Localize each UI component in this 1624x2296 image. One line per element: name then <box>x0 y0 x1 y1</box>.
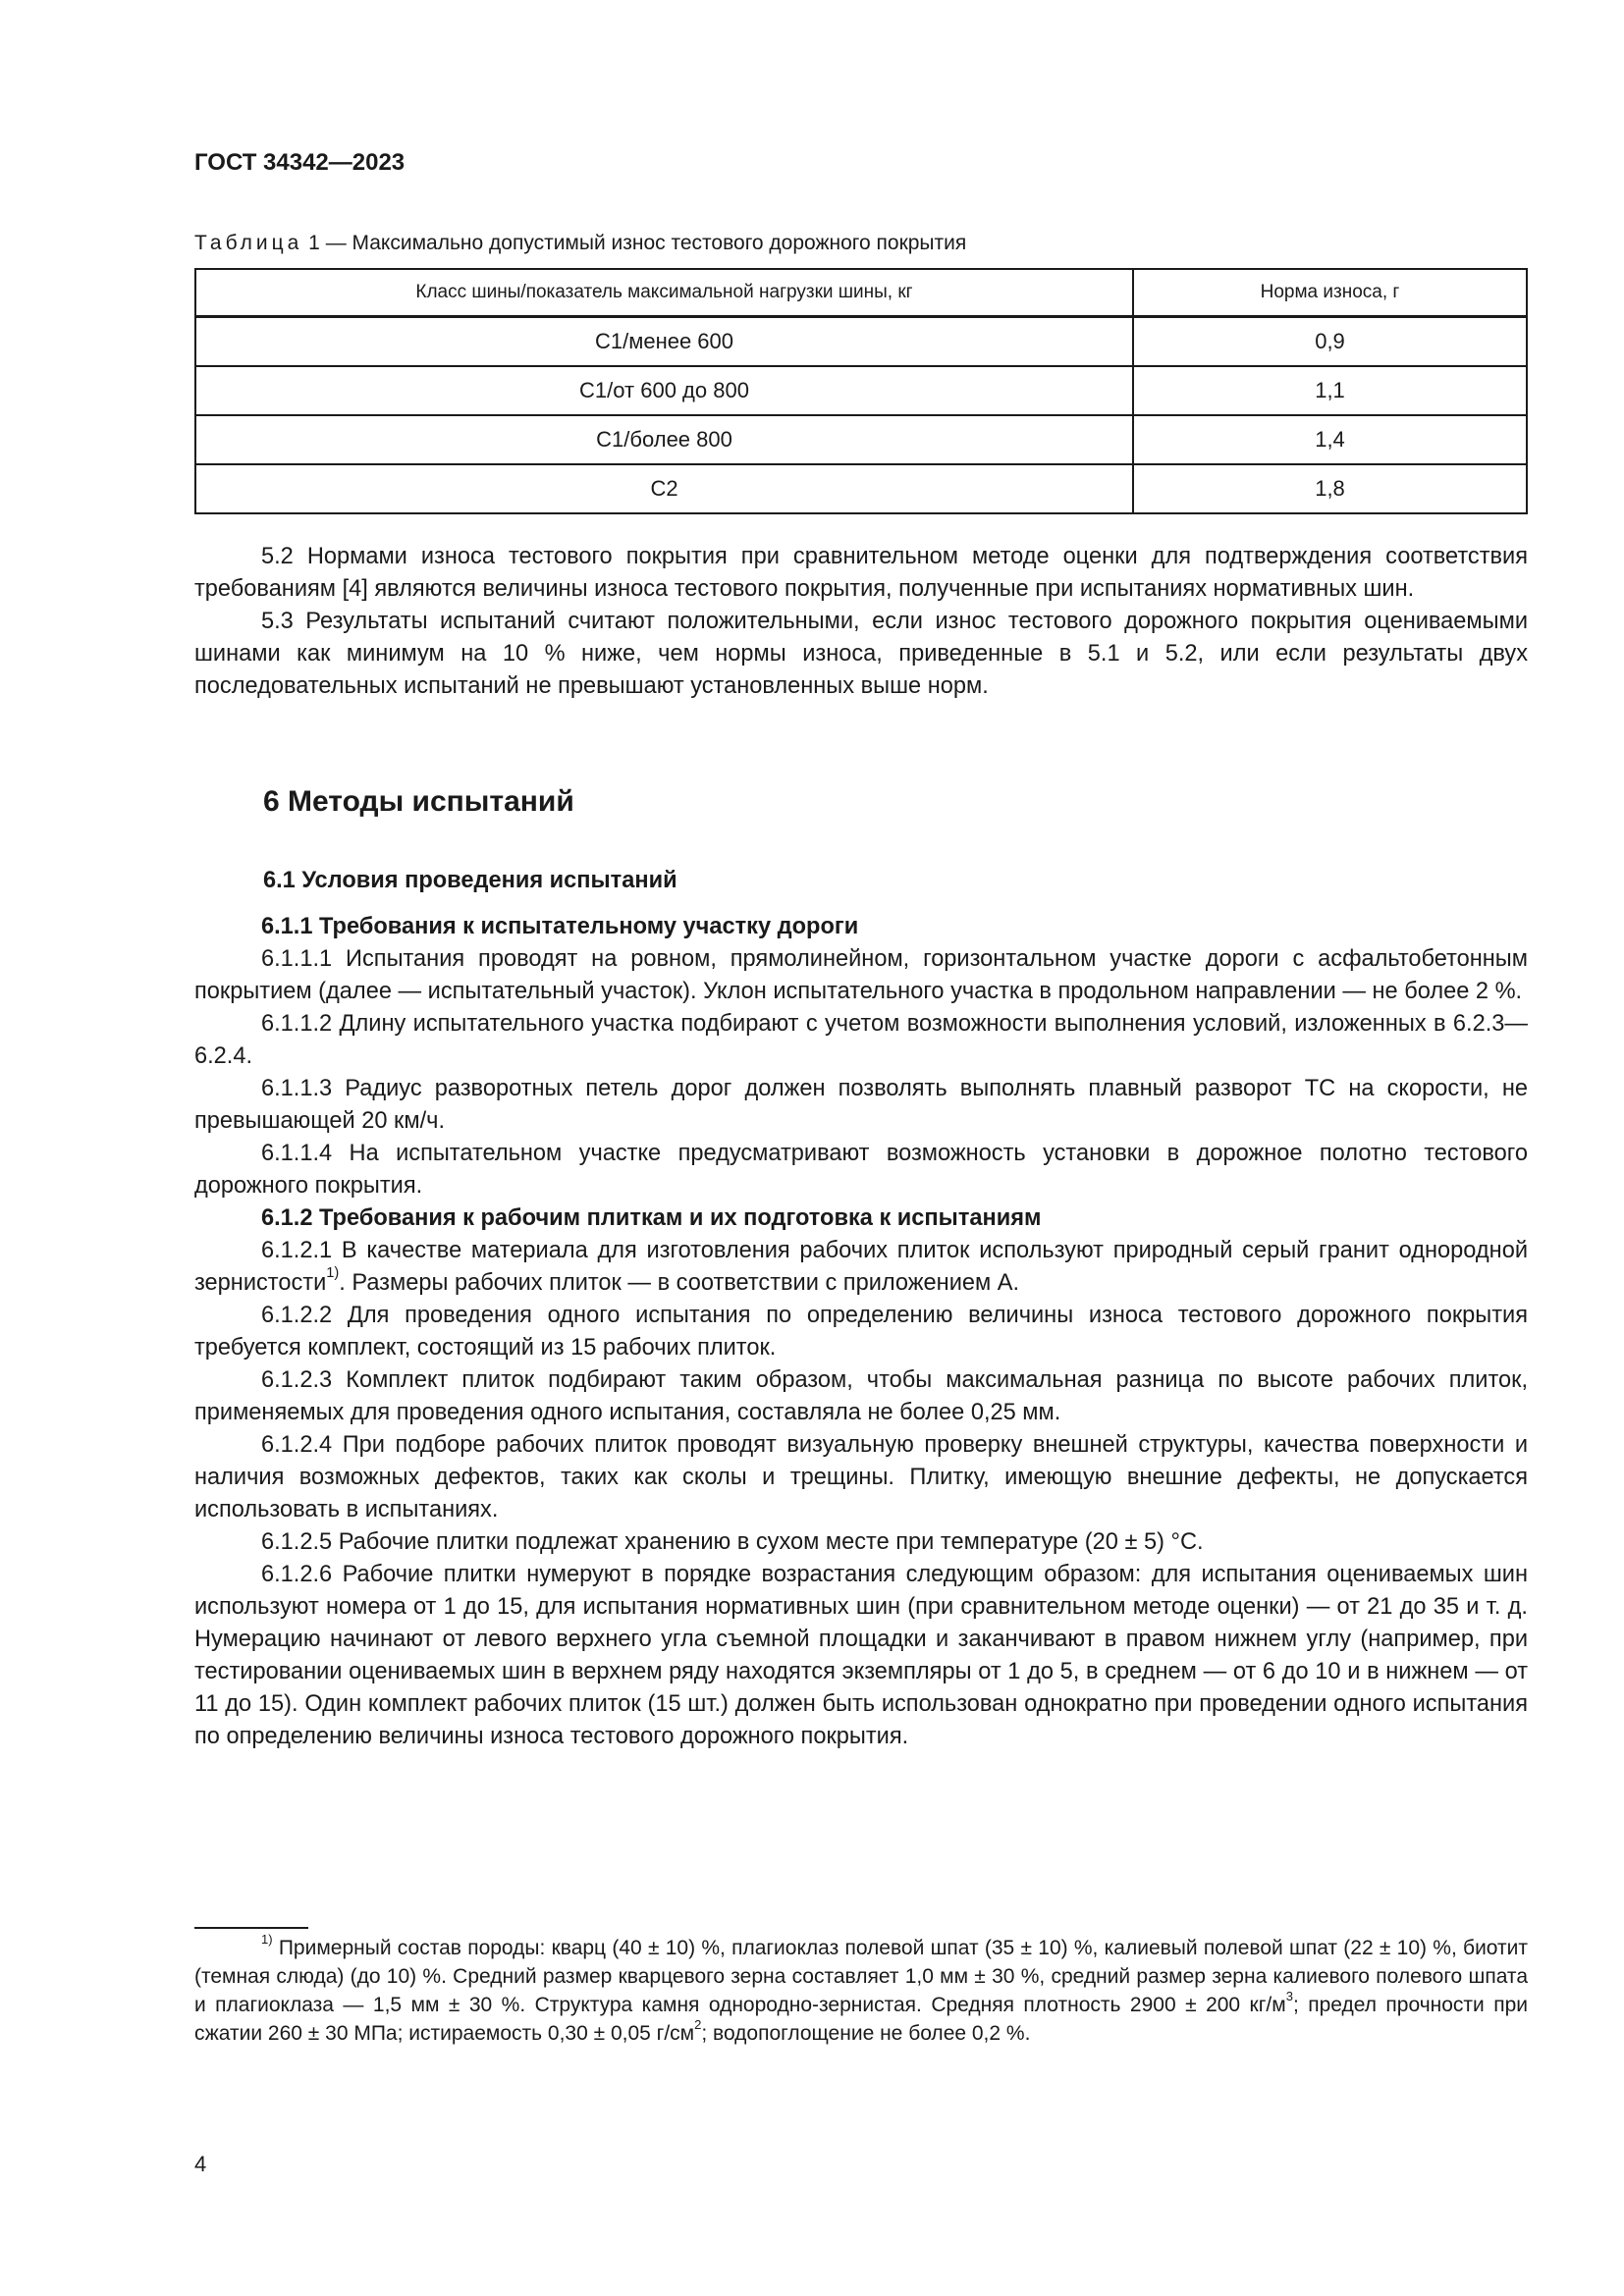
table-header-row <box>195 269 1527 317</box>
footnote <box>194 1931 1528 2048</box>
footnote-reference[interactable]: 1) <box>326 1265 340 1282</box>
paragraph-6-1-2-1 <box>194 1235 1528 1300</box>
paragraph-6-1-1-3: 6.1.1.3 Радиус разворотных петель дорог должен позволять выполнять плавный разворот ТС на скорости, не превышающей 20 км/ч. <box>194 1076 1528 1134</box>
table-caption-label: Таблица <box>194 232 303 254</box>
subsection-6-1-2-heading: 6.1.2 Требования к рабочим плиткам и их подготовка к испытаниям <box>261 1205 1042 1231</box>
table-cell-class: С1/более 800 <box>195 415 1133 464</box>
wear-norms-table <box>194 268 1528 514</box>
table-cell-class: С2 <box>195 464 1133 513</box>
paragraph-5-2: 5.2 Нормами износа тестового покрытия при сравнительном методе оценки для подтверждения соответствия требованиям [4] являются величины износа тестового покрытия, полученные при испытаниях нормативных шин. <box>194 544 1528 602</box>
table-cell-norm: 1,4 <box>1133 415 1527 464</box>
paragraph-6-1-1-4: 6.1.1.4 На испытательном участке предусматривают возможность установки в дорожное полотно тестового дорожного покрытия. <box>194 1141 1528 1199</box>
table-caption-text: 1 — Максимально допустимый износ тестового дорожного покрытия <box>302 232 967 254</box>
section-6-heading: 6 Методы испытаний <box>263 785 574 818</box>
footnote-text-part1: Примерный состав породы: кварц (40 ± 10) %, плагиоклаз полевой шпат (35 ± 10) %, калиевый полевой шпат (22 ± 10) %, биотит (темная слюда) (до 10) %. Средний размер кварцевого зерна составляет 1,0 мм ± 30 %, средний размер зерна калиевого полевого шпата и плагиоклаза — 1,5 мм ± 30 %. Структура камня однородно-зернистая. Средняя плотность 2900 ± 200 кг/м <box>194 1937 1528 2016</box>
paragraph-6-1-1-1: 6.1.1.1 Испытания проводят на ровном, прямолинейном, горизонтальном участке дороги с асфальтобетонным покрытием (далее — испытательный участок). Уклон испытательного участка в продольном направлении — не более 2 %. <box>194 946 1528 1004</box>
table-caption <box>194 232 966 255</box>
paragraph-6-1-2-6: 6.1.2.6 Рабочие плитки нумеруют в порядке возрастания следующим образом: для испытания оцениваемых шин используют номера от 1 до 15, для испытания нормативных шин (при сравнительном методе оценки) — от 21 до 35 и т. д. Нумерацию начинают от левого верхнего угла съемной площадки и заканчивают в правом нижнем углу (например, при тестировании оцениваемых шин в верхнем ряду находятся экземпляры от 1 до 5, в среднем — от 6 до 10 и в нижнем — от 11 до 15). Один комплект рабочих плиток (15 шт.) должен быть использован однократно при проведении одного испытания по определению величины износа тестового дорожного покрытия. <box>194 1562 1528 1749</box>
paragraph-6-1-2-1-text-a: 6.1.2.1 В качестве материала для изготовления рабочих плиток используют природный серый гранит однородной зернистости <box>194 1238 1528 1296</box>
table-row <box>195 317 1527 367</box>
paragraph-6-1-1-2: 6.1.1.2 Длину испытательного участка подбирают с учетом возможности выполнения условий, изложенных в 6.2.3—6.2.4. <box>194 1011 1528 1069</box>
paragraph-6-1-2-1-text-b: . Размеры рабочих плиток — в соответствии с приложением А. <box>339 1270 1020 1296</box>
paragraph-5-3: 5.3 Результаты испытаний считают положительными, если износ тестового дорожного покрытия оцениваемыми шинами как минимум на 10 % ниже, чем нормы износа, приведенные в 5.1 и 5.2, или если результаты двух последовательных испытаний не превышают установленных выше норм. <box>194 609 1528 699</box>
table-row <box>195 415 1527 464</box>
footnote-superscript-3: 3 <box>1285 1988 1293 2003</box>
document-header: ГОСТ 34342—2023 <box>194 149 406 176</box>
table-cell-class: С1/менее 600 <box>195 317 1133 367</box>
page-number: 4 <box>194 2152 207 2176</box>
paragraph-6-1-2-3: 6.1.2.3 Комплект плиток подбирают таким образом, чтобы максимальная разница по высоте рабочих плиток, применяемых для проведения одного испытания, составляла не более 0,25 мм. <box>194 1367 1528 1425</box>
table-row <box>195 366 1527 415</box>
footnote-superscript-2: 2 <box>694 2016 702 2032</box>
table-cell-norm: 0,9 <box>1133 317 1527 367</box>
section-5-paragraphs <box>194 541 1528 703</box>
table-row <box>195 464 1527 513</box>
footnote-text <box>194 1931 1528 2048</box>
table-cell-norm: 1,8 <box>1133 464 1527 513</box>
subsection-6-1-heading: 6.1 Условия проведения испытаний <box>263 868 677 893</box>
paragraph-6-1-2-2: 6.1.2.2 Для проведения одного испытания по определению величины износа тестового дорожного покрытия требуется комплект, состоящий из 15 рабочих плиток. <box>194 1303 1528 1361</box>
table-header-class: Класс шины/показатель максимальной нагрузки шины, кг <box>195 269 1133 317</box>
footnote-text-part3: ; водопоглощение не более 0,2 %. <box>701 2022 1031 2045</box>
subsection-6-1-1-heading: 6.1.1 Требования к испытательному участку дороги <box>261 914 859 939</box>
table-cell-class: С1/от 600 до 800 <box>195 366 1133 415</box>
footnote-separator <box>194 1927 308 1929</box>
footnote-mark: 1) <box>261 1931 273 1947</box>
table-cell-norm: 1,1 <box>1133 366 1527 415</box>
section-6-body <box>194 911 1528 1753</box>
paragraph-6-1-2-5: 6.1.2.5 Рабочие плитки подлежат хранению в сухом месте при температуре (20 ± 5) °С. <box>261 1529 1204 1555</box>
table-header-norm: Норма износа, г <box>1133 269 1527 317</box>
footnote-text-part2: ; предел прочности при сжатии 260 ± 30 МПа; истираемость 0,30 ± 0,05 г/см <box>194 1994 1528 2045</box>
paragraph-6-1-2-4: 6.1.2.4 При подборе рабочих плиток проводят визуальную проверку внешней структуры, качества поверхности и наличия возможных дефектов, таких как сколы и трещины. Плитку, имеющую внешние дефекты, не допускается использовать в испытаниях. <box>194 1432 1528 1522</box>
